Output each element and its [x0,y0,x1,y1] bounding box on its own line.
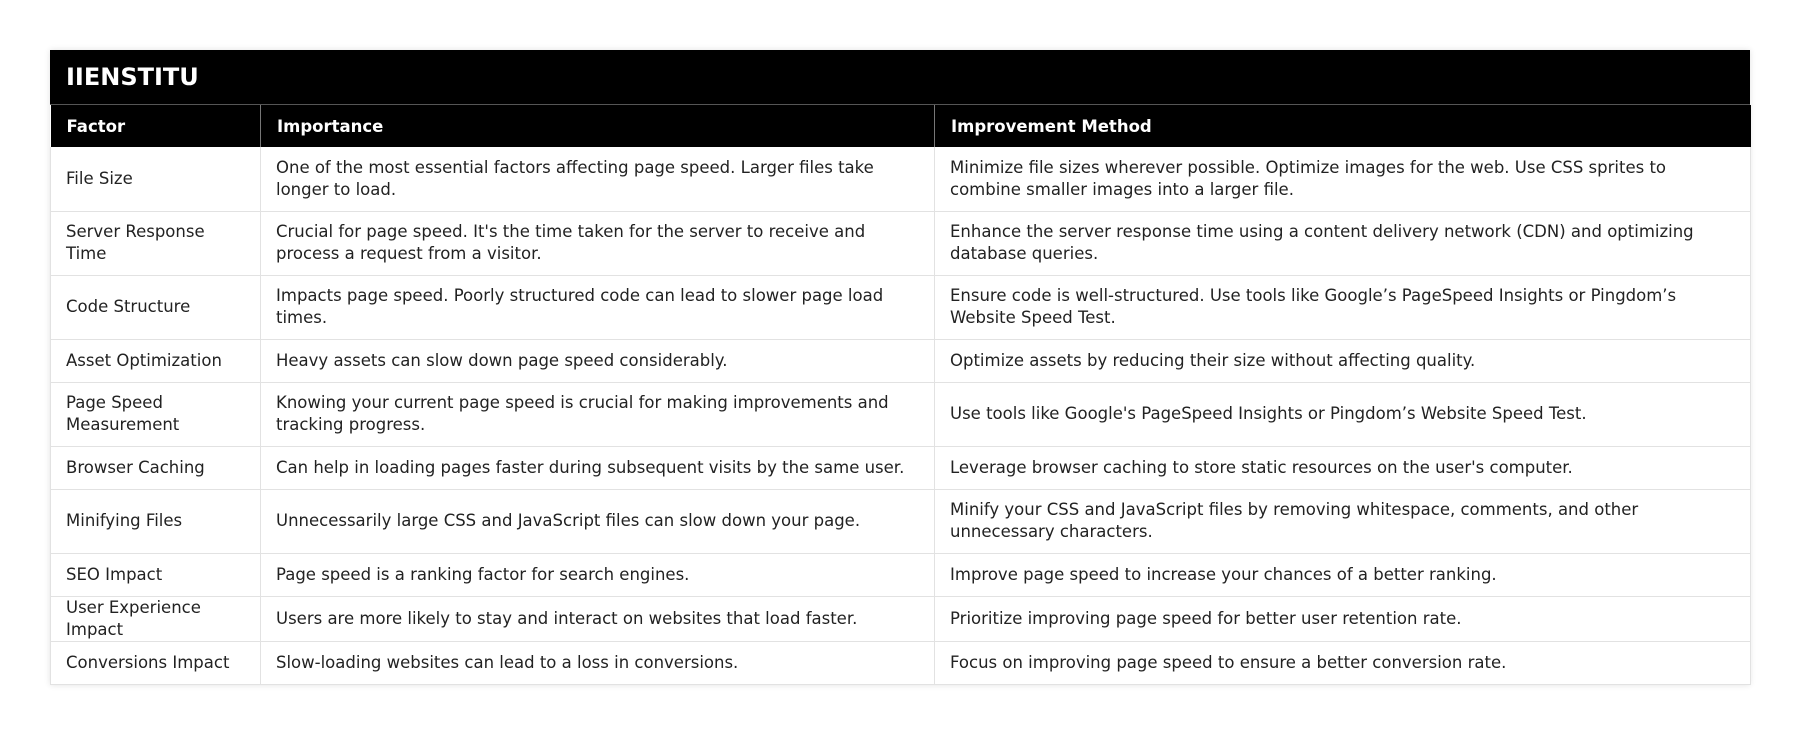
table-row [51,275,1751,339]
cell-importance: Can help in loading pages faster during subsequent visits by the same user. [261,446,935,489]
table-row [51,489,1751,553]
cell-improvement: Focus on improving page speed to ensure a better conversion rate. [935,641,1751,684]
table-row [51,339,1751,382]
cell-factor: Server Response Time [51,211,261,275]
cell-importance: Users are more likely to stay and interact on websites that load faster. [261,596,935,641]
cell-importance: Impacts page speed. Poorly structured code can lead to slower page load times. [261,275,935,339]
table-row [51,147,1751,211]
header-factor: Factor [51,105,261,147]
cell-factor: File Size [51,147,261,211]
cell-importance: Slow-loading websites can lead to a loss in conversions. [261,641,935,684]
cell-improvement: Leverage browser caching to store static resources on the user's computer. [935,446,1751,489]
header-row [51,105,1751,147]
table-row [51,446,1751,489]
table-container [50,50,1750,685]
cell-improvement: Prioritize improving page speed for better user retention rate. [935,596,1751,641]
table-row [51,382,1751,446]
cell-importance: Unnecessarily large CSS and JavaScript files can slow down your page. [261,489,935,553]
cell-improvement: Enhance the server response time using a content delivery network (CDN) and optimizing database queries. [935,211,1751,275]
cell-factor: Code Structure [51,275,261,339]
cell-factor: Browser Caching [51,446,261,489]
table-row [51,553,1751,596]
table-row [51,596,1751,641]
cell-factor: Page Speed Measurement [51,382,261,446]
header-importance: Importance [261,105,935,147]
cell-improvement: Improve page speed to increase your chances of a better ranking. [935,553,1751,596]
cell-factor: User Experience Impact [51,596,261,641]
cell-factor: Conversions Impact [51,641,261,684]
cell-improvement: Minify your CSS and JavaScript files by removing whitespace, comments, and other unnecessary characters. [935,489,1751,553]
table-row [51,211,1751,275]
table-title: IIENSTITU [50,50,1750,105]
cell-improvement: Ensure code is well-structured. Use tools like Google’s PageSpeed Insights or Pingdom’s Website Speed Test. [935,275,1751,339]
cell-factor: SEO Impact [51,553,261,596]
cell-improvement: Use tools like Google's PageSpeed Insights or Pingdom’s Website Speed Test. [935,382,1751,446]
cell-factor: Asset Optimization [51,339,261,382]
cell-importance: One of the most essential factors affecting page speed. Larger files take longer to load. [261,147,935,211]
data-table [50,105,1751,685]
cell-importance: Heavy assets can slow down page speed considerably. [261,339,935,382]
cell-improvement: Minimize file sizes wherever possible. Optimize images for the web. Use CSS sprites to combine smaller images into a larger file. [935,147,1751,211]
cell-importance: Knowing your current page speed is crucial for making improvements and tracking progress. [261,382,935,446]
header-improvement-method: Improvement Method [935,105,1751,147]
cell-importance: Crucial for page speed. It's the time taken for the server to receive and process a request from a visitor. [261,211,935,275]
cell-importance: Page speed is a ranking factor for search engines. [261,553,935,596]
cell-factor: Minifying Files [51,489,261,553]
cell-improvement: Optimize assets by reducing their size without affecting quality. [935,339,1751,382]
table-row [51,641,1751,684]
